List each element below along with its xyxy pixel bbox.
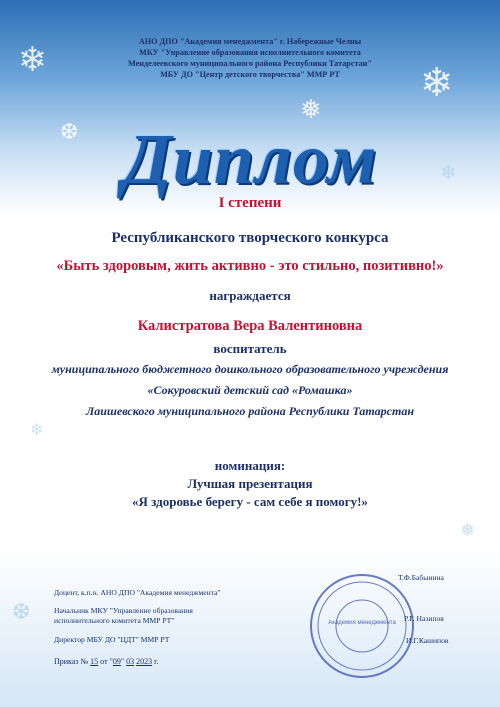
issuer-header	[90, 36, 410, 80]
order-number: 15	[90, 657, 99, 666]
header-line: Менделеевского муниципального района Республики Татарстан"	[128, 59, 372, 68]
header-line: МБУ ДО "Центр детского творчества" ММР РТ	[160, 70, 340, 79]
signature-name: И.Г.Кашипов	[406, 636, 449, 645]
snowflake-icon: ❄	[420, 60, 454, 106]
signature-title: Директор МБУ ДО "ЦДТ" ММР РТ	[54, 635, 170, 644]
stamp-center-text: Академия менеджмента	[328, 620, 396, 626]
recipient-name: Калистратова Вера Валентиновна	[137, 318, 363, 334]
order-suffix: г.	[154, 657, 159, 666]
snowflake-icon: ❄	[440, 160, 457, 184]
contest-name: Республиканского творческого конкурса	[111, 230, 389, 246]
round-seal-stamp	[308, 572, 416, 680]
signature-title-line: исполнительного комитета ММР РТ"	[54, 616, 175, 625]
snowflake-icon: ❅	[300, 95, 322, 125]
recipient-role: воспитатель	[213, 341, 287, 356]
awarded-label: награждается	[209, 288, 291, 303]
diploma-title: Диплом	[122, 119, 378, 199]
snowflake-icon: ❆	[60, 120, 79, 145]
snowflake-icon: ❄	[18, 40, 47, 80]
recipient-institution: муниципального бюджетного дошкольного образовательного учреждения	[51, 362, 449, 376]
nomination-topic: «Я здоровье берегу - сам себе я помогу!»	[132, 494, 368, 509]
order-year: 2023	[136, 657, 153, 666]
nomination-title: Лучшая презентация	[187, 476, 313, 491]
order-day: 09	[112, 657, 121, 666]
signature-name: Р.Г. Назипов	[404, 614, 444, 623]
header-line: МКУ "Управление образования исполнительного комитета	[139, 48, 361, 57]
order-month: 03	[126, 657, 135, 666]
order-reference: Приказ № 15 от "09" 03 2023 г.	[54, 657, 159, 666]
degree-label: I степени	[218, 195, 282, 211]
header-line: АНО ДПО "Академия менеджмента" г. Набережные Челны	[138, 37, 362, 46]
signature-title	[54, 606, 193, 626]
order-label: Приказ №	[54, 657, 89, 666]
recipient-institution: «Сокуровский детский сад «Ромашка»	[147, 383, 353, 397]
snow-ground-background	[0, 547, 500, 707]
snowflake-icon: ❄	[30, 420, 44, 439]
signature-title: Доцент, к.п.н. АНО ДПО "Академия менеджмента"	[54, 588, 221, 597]
signature-name: Т.Ф.Бабынина	[398, 573, 444, 582]
snowflake-icon: ❅	[460, 520, 476, 541]
snowflake-icon: ❆	[12, 600, 31, 625]
contest-motto: «Быть здоровым, жить активно - это стильно, позитивно!»	[56, 258, 444, 274]
signature-title-line: Начальник МКУ "Управление образования	[54, 606, 193, 615]
nomination-heading: номинация:	[214, 458, 286, 473]
order-from: от	[100, 657, 108, 666]
recipient-institution: Лаишевского муниципального района Республики Татарстан	[85, 404, 414, 418]
